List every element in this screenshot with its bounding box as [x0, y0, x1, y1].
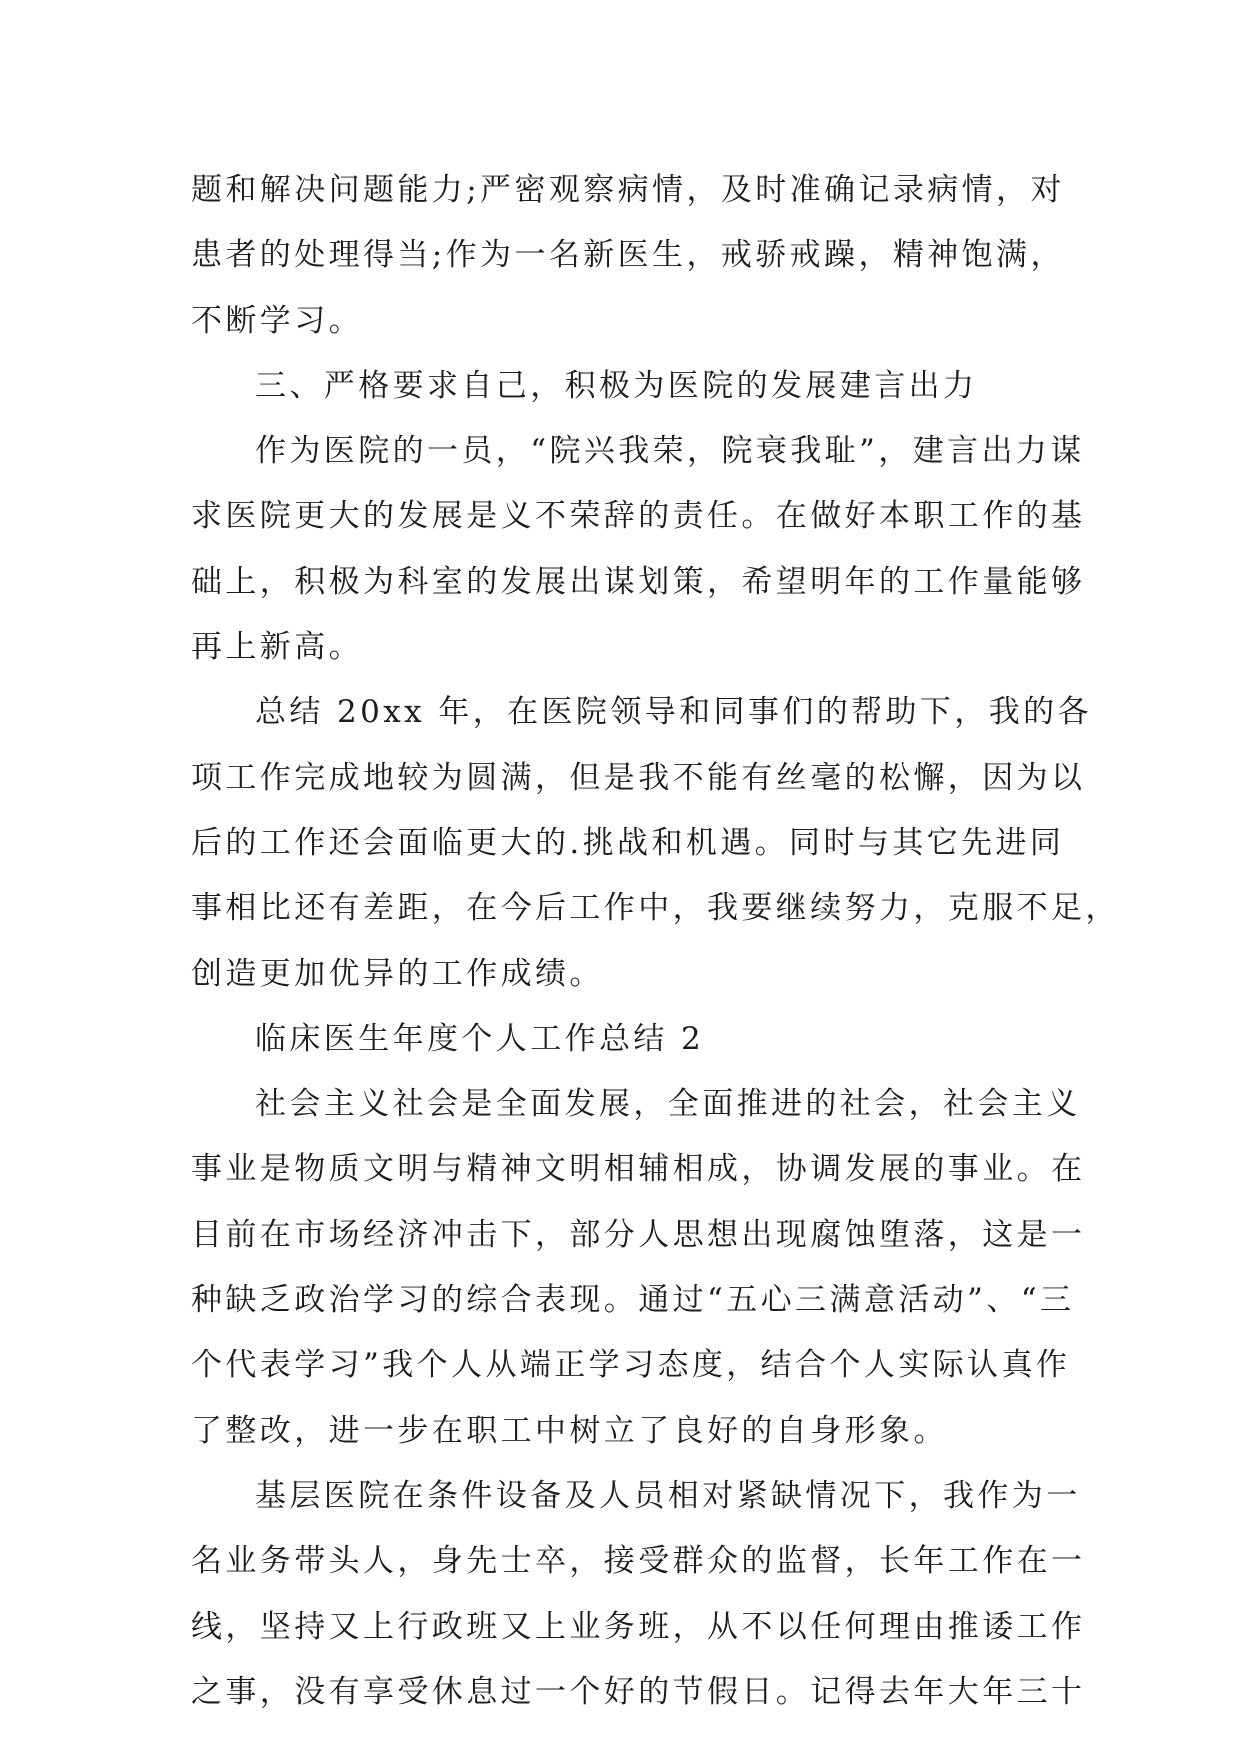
paragraph-start: 作为医院的一员，“院兴我荣，院衰我耻”，建言出力谋 [255, 433, 1085, 470]
text-line: 创造更加优异的工作成绩。 [191, 955, 604, 992]
text-line: 种缺乏政治学习的综合表现。通过“五心三满意活动”、“三 [191, 1282, 1075, 1319]
text-line: 个代表学习”我个人从端正学习态度，结合个人实际认真作 [191, 1347, 1071, 1384]
paragraph-start: 社会主义社会是全面发展，全面推进的社会，社会主义 [255, 1086, 1081, 1123]
text-line: 再上新高。 [191, 629, 363, 666]
text-line: 名业务带头人，身先士卒，接受群众的监督，长年工作在一 [191, 1543, 1086, 1580]
text-line: 线，坚持又上行政班又上业务班，从不以任何理由推诿工作 [191, 1608, 1086, 1645]
section-heading: 三、严格要求自己，积极为医院的发展建言出力 [255, 367, 978, 404]
body-text [191, 158, 1120, 1725]
article-title: 临床医生年度个人工作总结 2 [255, 1020, 705, 1057]
text-line: 后的工作还会面临更大的.挑战和机遇。同时与其它先进同 [191, 824, 1065, 861]
paragraph-start: 基层医院在条件设备及人员相对紧缺情况下，我作为一 [255, 1477, 1081, 1514]
text-line: 项工作完成地较为圆满，但是我不能有丝毫的松懈，因为以 [191, 759, 1086, 796]
text-line: 了整改，进一步在职工中树立了良好的自身形象。 [191, 1412, 948, 1449]
text-line: 不断学习。 [191, 302, 363, 339]
text-line: 事业是物质文明与精神文明相辅相成，协调发展的事业。在 [191, 1151, 1086, 1188]
text-line: 础上，积极为科室的发展出谋划策，希望明年的工作量能够 [191, 563, 1086, 600]
text-line: 求医院更大的发展是义不荣辞的责任。在做好本职工作的基 [191, 498, 1086, 535]
text-line: 患者的处理得当;作为一名新医生，戒骄戒躁，精神饱满， [191, 237, 1065, 274]
text-line: 题和解决问题能力;严密观察病情，及时准确记录病情，对 [191, 172, 1065, 208]
paragraph-start: 总结 20xx 年，在医院领导和同事们的帮助下，我的各 [255, 694, 1092, 731]
text-line: 事相比还有差距，在今后工作中，我要继续努力，克服不足， [191, 890, 1120, 927]
text-line: 目前在市场经济冲击下，部分人思想出现腐蚀堕落，这是一 [191, 1216, 1086, 1253]
text-line: 之事，没有享受休息过一个好的节假日。记得去年大年三十 [191, 1673, 1086, 1710]
